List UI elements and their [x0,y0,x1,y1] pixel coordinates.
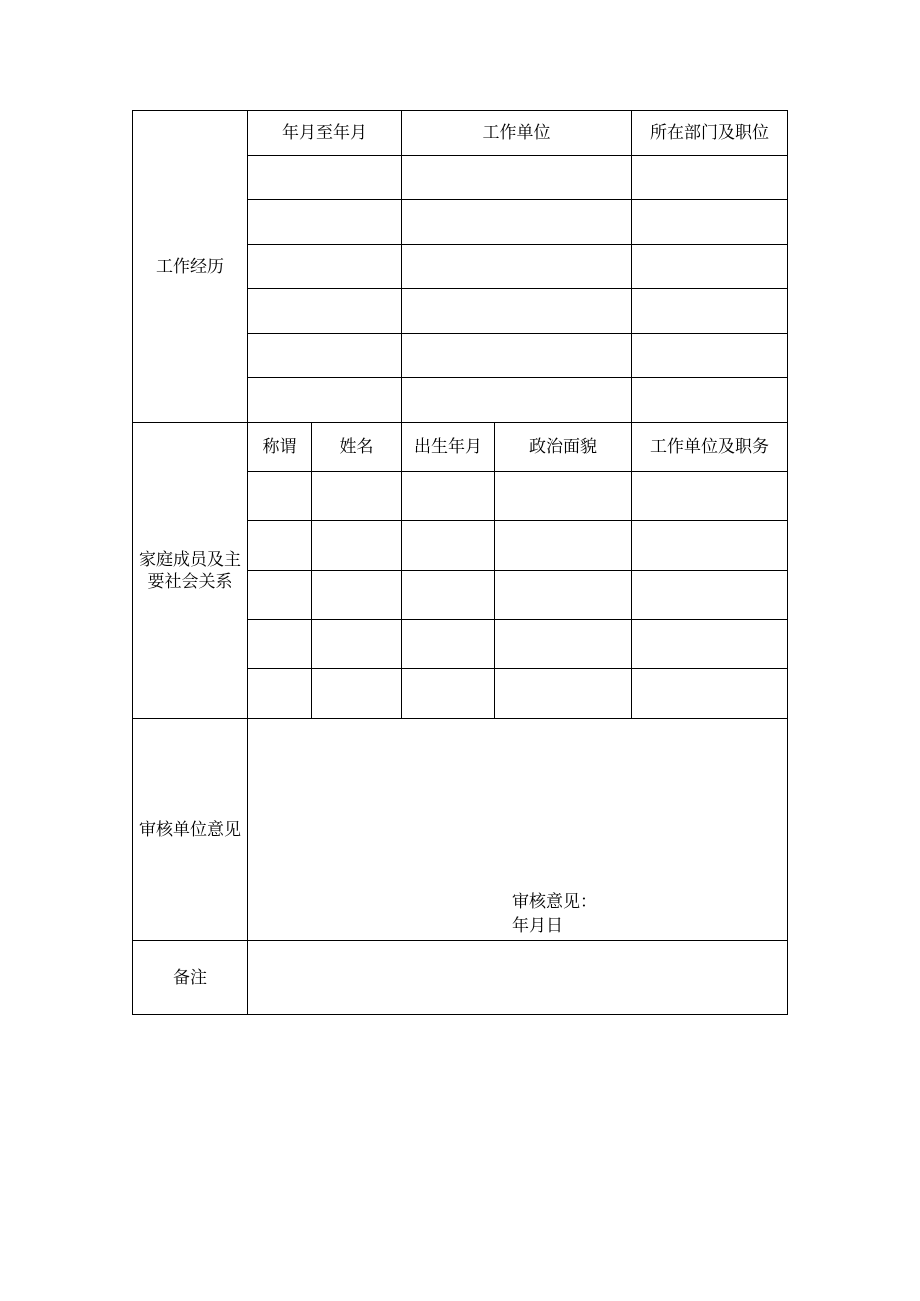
family-header-row [133,423,788,472]
work-history-employer-cell[interactable] [402,245,632,289]
work-history-position-cell[interactable] [632,289,788,334]
family-section-label [133,423,248,719]
family-employer-cell[interactable] [632,669,788,719]
family-employer-cell[interactable] [632,472,788,521]
work-history-period-cell[interactable] [248,378,402,423]
family-name-cell[interactable] [312,472,402,521]
review-section-label: 审核单位意见 [133,719,248,941]
family-political-cell[interactable] [495,472,632,521]
family-relation-cell[interactable] [248,620,312,669]
family-section-label-line1: 家庭成员及主 [139,549,241,570]
family-birth-cell[interactable] [402,472,495,521]
work-history-position-cell[interactable] [632,334,788,378]
family-employer-cell[interactable] [632,571,788,620]
review-row [133,719,788,941]
work-history-employer-cell[interactable] [402,378,632,423]
review-date-label: 年月日 [512,916,563,936]
family-birth-cell[interactable] [402,669,495,719]
family-employer-cell[interactable] [632,620,788,669]
family-relation-cell[interactable] [248,571,312,620]
family-name-cell[interactable] [312,669,402,719]
family-political-cell[interactable] [495,669,632,719]
family-birth-cell[interactable] [402,521,495,571]
work-history-employer-cell[interactable] [402,200,632,245]
work-history-header-employer: 工作单位 [402,111,632,156]
family-political-cell[interactable] [495,521,632,571]
family-header-political-status: 政治面貌 [495,423,632,472]
work-history-header-row [133,111,788,156]
family-relation-cell[interactable] [248,472,312,521]
work-history-period-cell[interactable] [248,200,402,245]
family-header-birth: 出生年月 [402,423,495,472]
registration-form-table [132,110,788,1015]
family-birth-cell[interactable] [402,620,495,669]
review-opinion-label: 审核意见： [512,892,597,912]
review-opinion-area[interactable] [248,719,788,941]
work-history-employer-cell[interactable] [402,334,632,378]
family-relation-cell[interactable] [248,521,312,571]
work-history-position-cell[interactable] [632,200,788,245]
work-history-header-period: 年月至年月 [248,111,402,156]
work-history-period-cell[interactable] [248,245,402,289]
remarks-section-label: 备注 [133,941,248,1015]
work-history-position-cell[interactable] [632,245,788,289]
work-history-employer-cell[interactable] [402,156,632,200]
family-political-cell[interactable] [495,571,632,620]
work-history-section-label: 工作经历 [133,111,248,423]
remarks-row [133,941,788,1015]
family-name-cell[interactable] [312,620,402,669]
family-political-cell[interactable] [495,620,632,669]
family-relation-cell[interactable] [248,669,312,719]
family-name-cell[interactable] [312,571,402,620]
work-history-position-cell[interactable] [632,156,788,200]
work-history-period-cell[interactable] [248,156,402,200]
family-employer-cell[interactable] [632,521,788,571]
remarks-value-cell[interactable] [248,941,788,1015]
family-name-cell[interactable] [312,521,402,571]
family-section-label-line2: 要社会关系 [147,571,233,592]
work-history-position-cell[interactable] [632,378,788,423]
work-history-period-cell[interactable] [248,289,402,334]
family-birth-cell[interactable] [402,571,495,620]
family-header-relation: 称谓 [248,423,312,472]
family-header-name: 姓名 [312,423,402,472]
family-header-employer-position: 工作单位及职务 [632,423,788,472]
review-signature-block [512,890,597,938]
work-history-period-cell[interactable] [248,334,402,378]
work-history-header-department-position: 所在部门及职位 [632,111,788,156]
work-history-employer-cell[interactable] [402,289,632,334]
